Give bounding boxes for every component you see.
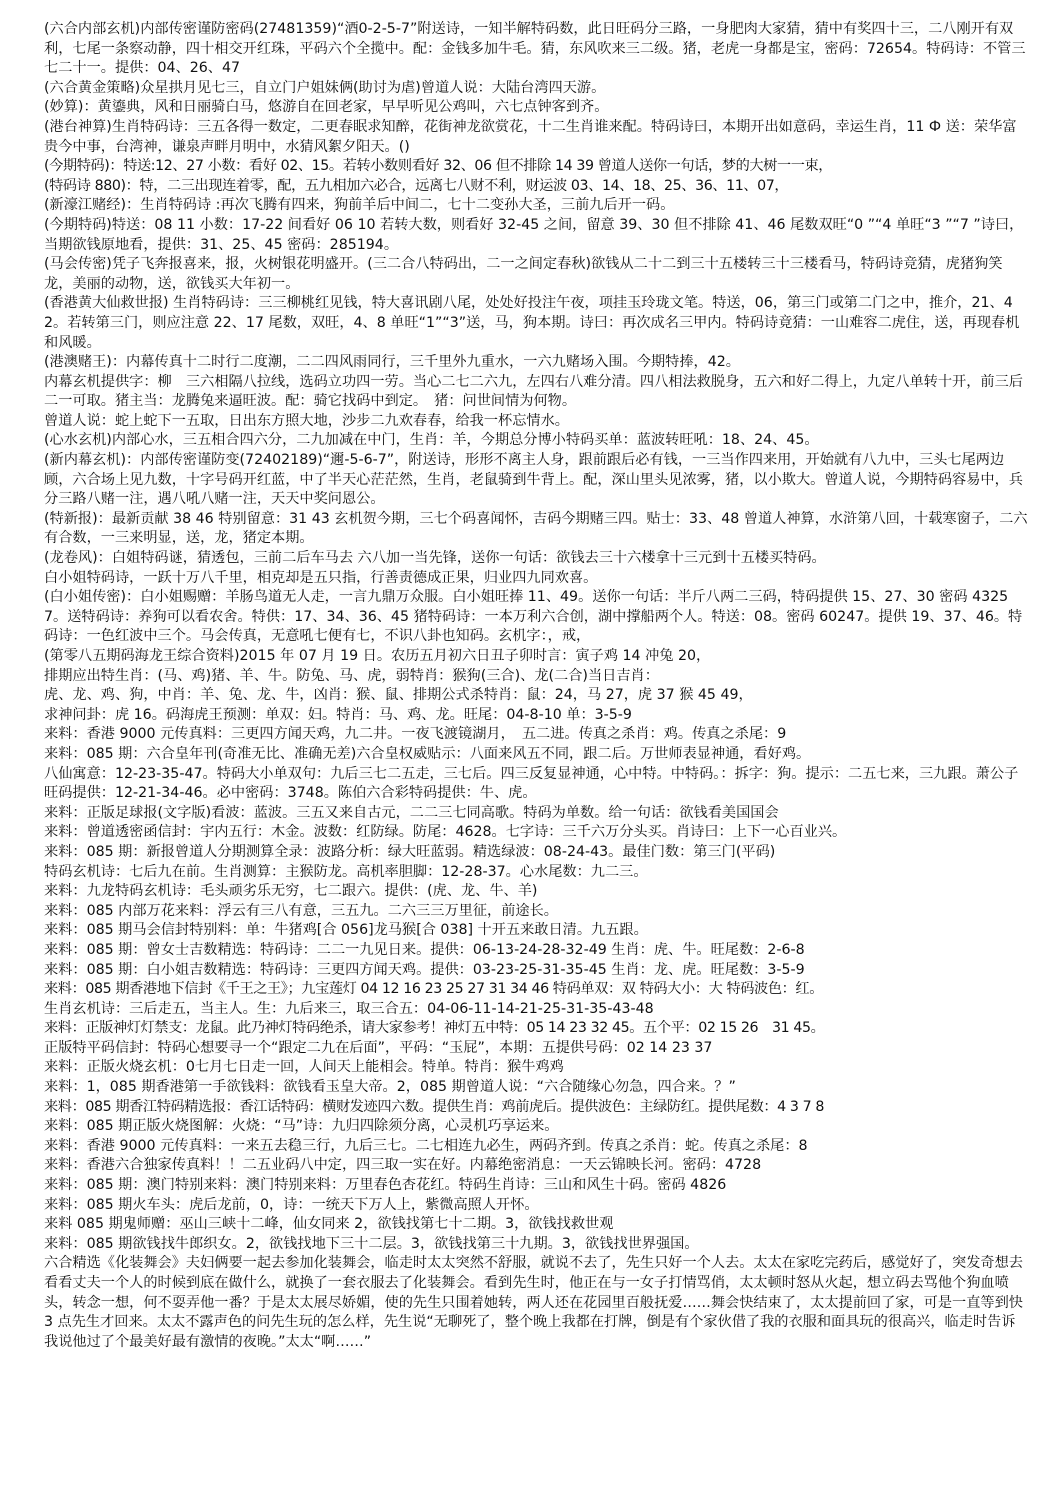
paragraph-zodiac-schedule: 排期应出特生肖：(马、鸡)猪、羊、牛。防兔、马、虎，弱特肖：猴狗(三合)、龙(二合)当日吉肖： xyxy=(44,667,659,684)
paragraph-current-code-1: (今期特码)：特送:12、27 小数：看好 02、15。若转小数则看好 32、06 但不排除 14 39 曾道人送你一句话，梦的大树一一束， xyxy=(44,158,833,175)
paragraph-miss-white-poem: 白小姐特码诗，一跃十万八千里，相克却是五只指，行善责德成正果，归业四九同欢喜。 xyxy=(44,569,598,586)
paragraph-source-cowherd: 来料：085 期欲钱找牛郎织女。2，欲钱找地下三十二层。3，欲钱找第三十九期。3，欲钱找世界强国。 xyxy=(44,1235,699,1252)
paragraph-source-hk-first-hand: 来料：1，085 期香港第一手欲钱料：欲钱看玉皇大帝。2，085 期曾道人说：“六合随缘心勿急，四合来。？” xyxy=(44,1079,736,1096)
paragraph-source-locomotive: 来料：085 期火车头：虎后龙前，0，诗：一统天下万人上，紫微高照人开怀。 xyxy=(44,1196,539,1213)
paragraph-current-code-2: (今期特码)特送：08 11 小数：17-22 间看好 06 10 若转大数，则看好 32-45 之间，留意 39、30 但不排除 41、46 尾数双旺“0 ”“4 单旺“3 ”“7 ”诗曰，当期欲钱原地看，提供：31、25、45 密码：285194。 xyxy=(44,216,1024,253)
paragraph-source-football-report: 来料：正版足球报(文字版)看波：蓝波。三五又来自古元，二二三七同高歌。特码为单数。给一句话：欲钱看美国国会 xyxy=(44,804,779,821)
paragraph-source-jockey-envelope: 来料：085 期马会信封特别料：单：牛猪鸡[合 056]龙马猴[合 038] 十开五来敢日清。九五跟。 xyxy=(44,922,648,939)
paragraph-source-miss-white: 来料：085 期：白小姐吉数精选：特码诗：三更四方闻天鸡。提供：03-23-25-31-35-45 生肖：龙、虎。旺尾数：3-5-9 xyxy=(44,961,805,978)
paragraph-heart-water: (心水玄机)内部心水，三五相合四六分，二九加减在中门，生肖：羊，今期总分博小特码买单：蓝波转旺吼：18、24、45。 xyxy=(44,432,819,449)
paragraph-zodiac-hint-poem: 生肖玄机诗：三后走五，当主人。生：九后来三，取三合五：04-06-11-14-21-25-31-35-43-48 xyxy=(44,1000,654,1017)
paragraph-macau-gambling-classic: (新濠江赌经)：生肖特码诗 :再次飞腾有四来，狗前羊后中间二，七十二变孙大圣，三前九后开一码。 xyxy=(44,197,675,214)
paragraph-tornado: (龙卷风)：白姐特码谜，猜透包，三前二后车马去 六八加一当先锋，送你一句话：欲钱去三十六楼拿十三元到十五楼买特码。 xyxy=(44,550,826,567)
paragraph-special-new-report: (特新报)：最新贡献 38 46 特别留意：31 43 玄机贺今期，三七个码喜闻怀，吉码今期赌三四。贴士：33、48 曾道人神算，水浒第八回，十载寒窗子，二六有合数，一三来明显，送，龙，猪定本期。 xyxy=(44,510,1028,547)
paragraph-code-hint-poem: 特码玄机诗：七后九在前。生肖测算：主猴防龙。高机率胆脚：12-28-37。心水尾数：九二三。 xyxy=(44,863,648,880)
paragraph-source-hk-river: 来料：085 期香江特码精选报：香江话特码：横财发迹四六数。提供生肖：鸡前虎后。提供波色：主绿防红。提供尾数：4 3 7 8 xyxy=(44,1098,824,1115)
paragraph-code-poem-880: (特码诗 880)：特，二三出现连着零，配，五九相加六必合，远离七八财不利，财运波 03、14、18、25、36、11、07， xyxy=(44,177,789,194)
paragraph-source-tsang-envelope: 来料：曾道透密函信封：宇内五行：木金。波数：红防绿。防尾：4628。七字诗：三千六万分头买。肖诗曰：上下一心百业兴。 xyxy=(44,824,847,841)
paragraph-new-inner-secret: (新内幕玄机)：内部传密谨防变(72402189)“邇-5-6-7”，附送诗，形形不离主人身，跟前跟后必有钱，一三当作四来用，开始就有八九中，三头七尾两边顾，六合场上见九数，十字号码开红蓝，中了半天心茫茫然，生肖，老鼠骑到牛背上。配，深山里头见浓雾，猪，以小欺大。曾道人说，今期特码容易中，兵分三路八赌一注，遇八吼八赌一注，天天中奖问恩公。 xyxy=(44,452,1023,508)
paragraph-source-macau-special: 来料：085 期：澳门特别来料：澳门特别来料：万里春色杏花红。特码生肖诗：三山和风生十码。密码 4826 xyxy=(44,1177,727,1194)
paragraph-source-ms-tsang: 来料：085 期：曾女士吉数精选：特码诗：二二一九见日来。提供：06-13-24-28-32-49 生肖：虎、牛。旺尾数：2-6-8 xyxy=(44,941,805,958)
paragraph-source-kowloon: 来料：九龙特码玄机诗：毛头顽劣乐无穷，七二跟六。提供：(虎、龙、牛、羊) xyxy=(44,883,538,900)
paragraph-source-hk-9000-1: 来料：香港 9000 元传真料：三更四方闻天鸡，九二井。一夜飞渡镜湖月， 五二进。传真之杀肖：鸡。传真之杀尾：9 xyxy=(44,726,787,743)
paragraph-golden-strategy: (六合黄金策略)众星拱月见七三，自立门户姐妹俩(助讨为虐)曾道人说：大陆台湾四天游。 xyxy=(44,79,606,96)
paragraph-source-inner-flowers: 来料：085 内部万花来料：浮云有三八有意，三五九。二六三三万里征，前途长。 xyxy=(44,902,558,919)
paragraph-source-fire-illustration: 来料：085 期正版火烧图解：火烧：“马”诗：九归四除须分离，心灵机巧享运来。 xyxy=(44,1118,559,1135)
paragraph-source-liuhe-annual: 来料：085 期：六合皇年刊(奇准无比、准确无差)六合皇权威贴示：八面来风五不同，跟二后。万世师表显神通，看好鸡。 xyxy=(44,745,811,762)
paragraph-liuhe-inner-secret: (六合内部玄机)内部传密谨防密码(27481359)“酒0-2-5-7”附送诗，一知半解特码数，此日旺码分三路，一身肥肉大家猜，猜中有奖四十三，二八刚开有双利，七尾一条察动静，四十相交开红珠，平码六个全揽中。配：金钱多加牛毛。猜，东风吹来三二级。猪，老虎一身都是宝，密码：72654。特码诗：不管三七二十一。提供：04、26、47 xyxy=(44,21,1026,77)
paragraph-source-hk-underground: 来料：085 期香港地下信封《千王之王》；九宝莲灯 04 12 16 23 25 27 31 34 46 特码单双：双 特码大小：大 特码波色：红。 xyxy=(44,981,823,998)
paragraph-inner-hint-willow: 内幕玄机提供字：柳 三六相隔八拉线，选码立功四一劳。当心二七二六九，左四右八难分清。四八相法救脱身，五六和好二得上，九定八单转十开，前三后二一可取。猪主当：龙腾兔来逼旺波。配：骑它找码中到定。 猪：问世间情为何物。 xyxy=(44,373,1023,410)
paragraph-hk-taiwan-calc: (港台神算)生肖特码诗：三五各得一数定，二更春眠求知醉，花街神龙欲赏花，十二生肖谁来配。特码诗曰，本期开出如意码，幸运生肖，11 Ф 送：荣华富贵今中事，台湾神，谦泉声畔月明中，水猜风絮夕阳天。() xyxy=(44,118,1017,155)
paragraph-source-ghost-master: 来料 085 期鬼师赠：巫山三峡十二峰，仙女同来 2，欲钱找第七十二期。3，欲钱找救世观 xyxy=(44,1216,614,1233)
paragraph-miao-suan: (妙算)：黄鎏典，风和日丽骑白马，悠游自在回老家，早早听见公鸡叫，六七点钟客到齐。 xyxy=(44,99,609,116)
paragraph-zodiac-lucky: 虎、龙、鸡、狗，中肖：羊、兔、龙、牛，凶肖：猴、鼠、排期公式杀特肖：鼠：24，马 27，虎 37 猴 45 49， xyxy=(44,687,753,704)
paragraph-jockey-club-secret: (马会传密)凭子飞奔报喜来，报，火树银花明盛开。(三二合八特码出，二一之间定春秋)欲钱从二十二到三十五楼转三十三楼看马，特码诗竞猜，虎猪狗笑龙，美丽的动物，送，欲钱买大年初一。 xyxy=(44,256,1003,292)
paragraph-special-envelope: 正版特平码信封：特码心想要寻一个“跟定二九在后面”，平码：“玉屁”，本期：五提供号码：02 14 23 37 xyxy=(44,1039,713,1056)
paragraph-source-fire-burn: 来料：正版火烧玄机：0七月七日走一回，人间天上能相会。特单。特肖：猴牛鸡鸡 xyxy=(44,1059,564,1076)
paragraph-gambling-king: (港澳赌王)：内幕传真十二时行二度潮，二二四风雨同行，三千里外九重水，一六九赌场入围。今期特捧，42。 xyxy=(44,354,740,371)
paragraph-source-magic-lamp: 来料：正版神灯灯禁支：龙鼠。此乃神灯特码绝杀，请大家参考！神灯五中特：05 14 23 32 45。五个平：02 15 26 31 45。 xyxy=(44,1020,825,1037)
paragraph-wong-tai-sin: (香港黄大仙救世报) 生肖特码诗：三三柳桃红见钱，特大喜讯剧八尾，处处好投注午夜，项挂玉玲珑文笔。特送，06，第三门或第二门之中，推介，21、42。若转第三门，则应注意 22、17 尾数，双旺，4、8 单旺“1”“3”送，马，狗本期。诗曰：再次成名三甲内。特码诗竟猜：一山难容二虎住，送，再现春机和风暖。 xyxy=(44,295,1020,351)
paragraph-tsang-says-1: 曾道人说：蛇上蛇下一五取，日出东方照大地，沙步二九欢春春，给我一杯忘情水。 xyxy=(44,412,569,429)
document-body xyxy=(44,20,1028,1352)
paragraph-miss-white-secret: (白小姐传密)：白小姐赐赠：羊肠鸟道无人走，一言九鼎万众服。白小姐旺捧 11、49。送你一句话：半斤八两二三码，特码提供 15、27、30 密码 43257。送特码诗：养狗可以看农舍。特供：17、34、36、45 猪特码诗：一本万利六合创，湖中撑船两个人。特送：08。密码 60247。提供 19、37、46。特码诗：一色红波中三个。马会传真，无意吼七便有七，不识八卦也知码。玄机字：，戒， xyxy=(44,589,1023,645)
paragraph-source-new-report-analysis: 来料：085 期：新报曾道人分期测算全录：波路分析：绿大旺蓝弱。精选绿波：08-24-43。最佳门数：第三门(平码) xyxy=(44,843,776,860)
paragraph-eight-immortals: 八仙寓意：12-23-35-47。特码大小单双句：九后三七二五走，三七后。四三反复显神通，心中特。中特码。：拆字：狗。提示：二五七来，三九跟。萧公子旺码提供：12-21-34-46。必中密码：3748。陈伯六合彩特码提供：牛、虎。 xyxy=(44,765,1019,802)
paragraph-source-hk-exclusive: 来料：香港六合独家传真料！！二五业码八中定，四三取一实在好。内幕绝密消息：一天云锦映长河。密码：4728 xyxy=(44,1157,762,1174)
paragraph-story-masquerade: 六合精选《化装舞会》夫妇俩要一起去参加化装舞会，临走时太太突然不舒服，就说不去了，先生只好一个人去。太太在家吃完药后，感觉好了，突发奇想去看看丈夫一个人的时候到底在做什么，就换了一套衣服去了化装舞会。看到先生时，他正在与一女子打情骂俏，太太顿时怒从火起，想立码去骂他个狗血喷头，转念一想，何不耍弄他一番？于是太太展尽娇媚，使的先生只围着她转，两人还在花园里百般抚爱……舞会快结束了，太太提前回了家，可是一直等到快 3 点先生才回来。太太不露声色的问先生玩的怎么样，先生说“无聊死了，整个晚上我都在打牌，倒是有个家伙借了我的衣服和面具玩的很高兴，临走时告诉我说他过了个最美好最有激情的夜晚。”太太“啊……” xyxy=(44,1255,1023,1350)
paragraph-source-hk-9000-2: 来料：香港 9000 元传真料：一来五去稳三行，九后三七。二七相连九必生，两码齐到。传真之杀肖：蛇。传真之杀尾：8 xyxy=(44,1137,808,1154)
paragraph-issue-085-header: (第零八五期码海龙王综合资料)2015 年 07 月 19 日。农历五月初六日丑子卯时言：寅子鸡 14 冲兔 20， xyxy=(44,648,711,664)
paragraph-divination: 求神问卦：虎 16。码海虎王预测：单双：妇。特肖：马、鸡、龙。旺尾：04-8-10 单：3-5-9 xyxy=(44,706,632,723)
